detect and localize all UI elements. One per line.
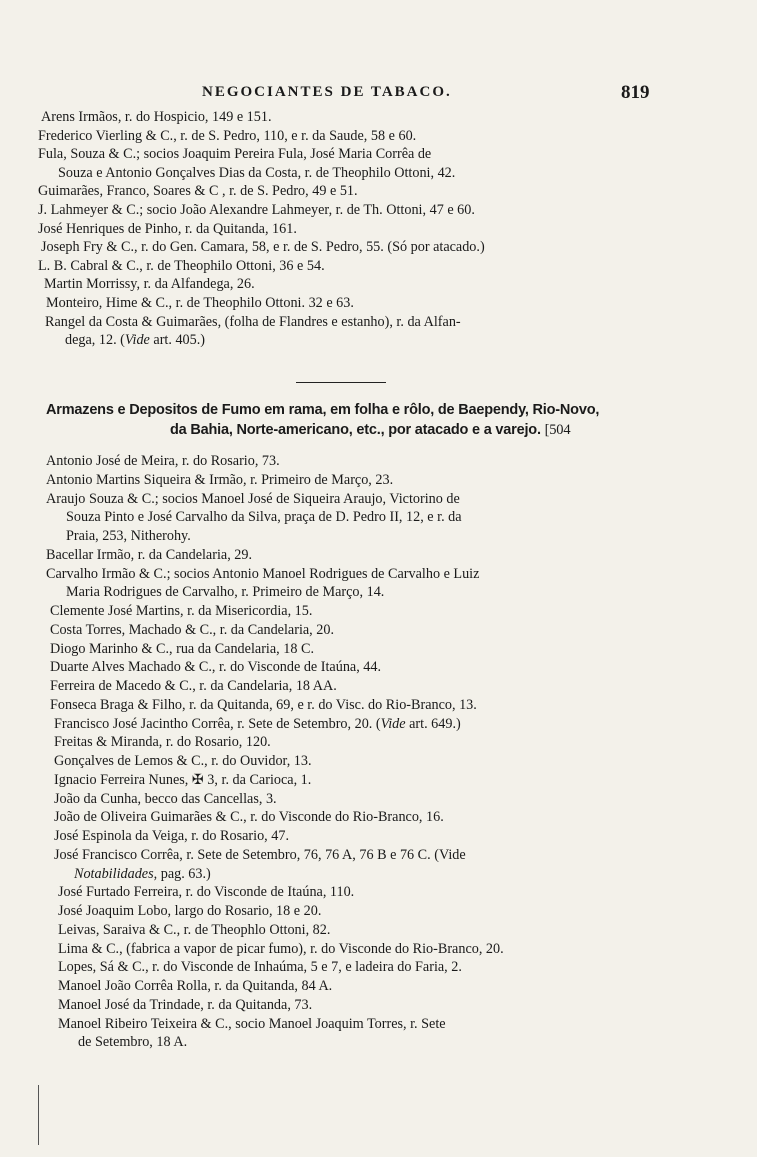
- entry-text: L. B. Cabral & C., r. de Theophilo Ottoni, 36 e 54.: [38, 257, 325, 274]
- list-item: [46, 996, 757, 1015]
- list-item: [46, 565, 757, 603]
- entry-text: José Furtado Ferreira, r. do Visconde de Itaúna, 110.: [58, 884, 355, 901]
- list-item: [38, 257, 757, 276]
- entry-text: Martin Morrissy, r. da Alfandega, 26.: [44, 276, 255, 293]
- vide-italic: Vide: [124, 332, 150, 349]
- list-item: [46, 733, 757, 752]
- entry-text: Antonio José de Meira, r. do Rosario, 73.: [46, 453, 280, 469]
- entry-text: Lopes, Sá & C., r. do Visconde de Inhaúma, 5 e 7, e ladeira do Faria, 2.: [58, 959, 462, 976]
- running-head: NEGOCIANTES DE TABACO.: [202, 84, 452, 100]
- list-item: [46, 621, 757, 640]
- entry-text: Guimarães, Franco, Soares & C , r. de S. Pedro, 49 e 51.: [38, 183, 358, 200]
- page-number: 819: [621, 82, 650, 103]
- section-heading-line2: [46, 420, 726, 440]
- list-item: [46, 715, 757, 734]
- list-item: [38, 145, 757, 182]
- entry-text: Freitas & Miranda, r. do Rosario, 120.: [54, 734, 271, 751]
- section-heading-text: da Bahia, Norte-americano, etc., por atacado e a varejo.: [170, 422, 541, 438]
- entry-text-composite: [54, 715, 757, 734]
- tobacco-merchants-list: [0, 108, 757, 350]
- entry-text: Fula, Souza & C.; socios Joaquim Pereira Fula, José Maria Corrêa de: [38, 146, 432, 163]
- entry-continuation: de Setembro, 18 A.: [78, 1034, 188, 1051]
- entry-text: Lima & C., (fabrica a vapor de picar fumo), r. do Visconde do Rio-Branco, 20.: [58, 940, 504, 957]
- list-item: [46, 771, 757, 790]
- list-item: [38, 238, 757, 257]
- list-item: [46, 958, 757, 977]
- entry-text: Rangel da Costa & Guimarães, (folha de Flandres e estanho), r. da Alfan-: [45, 313, 461, 330]
- list-item: [46, 658, 757, 677]
- entry-text: Manoel João Corrêa Rolla, r. da Quitanda, 84 A.: [58, 978, 333, 994]
- entry-text: Duarte Alves Machado & C., r. do Visconde de Itaúna, 44.: [50, 659, 382, 676]
- list-item: [38, 127, 757, 146]
- list-item: [46, 546, 757, 565]
- list-item: [38, 201, 757, 220]
- entry-continuation: Maria Rodrigues de Carvalho, r. Primeiro de Março, 14.: [66, 584, 385, 601]
- entry-text-part: art. 405.): [149, 332, 206, 349]
- list-item: [38, 182, 757, 201]
- entry-continuation: Souza e Antonio Gonçalves Dias da Costa, r. de Theophilo Ottoni, 42.: [58, 164, 456, 181]
- entry-text: Leivas, Saraiva & C., r. de Theophlo Ottoni, 82.: [58, 921, 331, 938]
- list-item: [46, 696, 757, 715]
- entry-continuation: Souza Pinto e José Carvalho da Silva, praça de D. Pedro II, 12, e r. da: [66, 509, 462, 526]
- list-item: [38, 108, 757, 127]
- entry-text: José Joaquim Lobo, largo do Rosario, 18 e 20.: [58, 903, 322, 919]
- list-item: [46, 902, 757, 921]
- entry-text: Manoel José da Trindade, r. da Quitanda, 73.: [58, 996, 313, 1013]
- list-item: [46, 602, 757, 621]
- entry-text-part: dega, 12. (: [65, 332, 125, 349]
- entry-text-part: art. 649.): [405, 715, 461, 732]
- entry-text: Ignacio Ferreira Nunes, ✠ 3, r. da Carioca, 1.: [54, 771, 312, 788]
- entry-text: Araujo Souza & C.; socios Manoel José de Siqueira Araujo, Victorino de: [46, 490, 460, 507]
- entry-text: Manoel Ribeiro Teixeira & C., socio Manoel Joaquim Torres, r. Sete: [58, 1015, 446, 1032]
- list-item: [46, 1015, 757, 1053]
- notabilidades-italic: Notabilidades: [74, 865, 154, 882]
- section-divider: [296, 382, 386, 383]
- list-item: [38, 313, 757, 350]
- entry-text: Antonio Martins Siqueira & Irmão, r. Primeiro de Março, 23.: [46, 471, 394, 488]
- margin-rule: [38, 1085, 39, 1145]
- entry-text: João da Cunha, becco das Cancellas, 3.: [54, 790, 277, 807]
- list-item: [38, 294, 757, 313]
- list-item: [46, 883, 757, 902]
- list-item: [46, 640, 757, 659]
- entry-text: Joseph Fry & C., r. do Gen. Camara, 58, e r. de S. Pedro, 55. (Só por atacado.): [41, 239, 485, 256]
- entry-text: José Espinola da Veiga, r. do Rosario, 47.: [54, 828, 289, 844]
- entry-text: José Henriques de Pinho, r. da Quitanda, 161.: [38, 220, 297, 237]
- section-reference-number: [504: [544, 422, 571, 438]
- entry-text: Fonseca Braga & Filho, r. da Quitanda, 69, e r. do Visc. do Rio-Branco, 13.: [50, 696, 477, 713]
- vide-italic: Vide: [380, 715, 406, 732]
- list-item: [38, 220, 757, 239]
- page-header: [0, 82, 757, 106]
- list-item: [46, 977, 757, 996]
- list-item: [46, 490, 757, 546]
- entry-continuation: [45, 331, 757, 350]
- list-item: [46, 940, 757, 959]
- list-item: [46, 827, 757, 846]
- section-heading-line1: Armazens e Depositos de Fumo em rama, em folha e rôlo, de Baependy, Rio-Novo,: [46, 402, 600, 418]
- entry-text: Costa Torres, Machado & C., r. da Candelaria, 20.: [50, 621, 335, 638]
- list-item: [46, 846, 757, 884]
- entry-continuation: Praia, 253, Nitherohy.: [66, 528, 191, 544]
- entry-text: Gonçalves de Lemos & C., r. do Ouvidor, 13.: [54, 753, 312, 769]
- entry-text: Diogo Marinho & C., rua da Candelaria, 18 C.: [50, 640, 314, 657]
- entry-text: Clemente José Martins, r. da Misericordia, 15.: [50, 603, 313, 619]
- list-item: [46, 471, 757, 490]
- list-item: [38, 275, 757, 294]
- entry-text: Ferreira de Macedo & C., r. da Candelaria, 18 AA.: [50, 678, 337, 694]
- list-item: [46, 790, 757, 809]
- entry-text: Frederico Vierling & C., r. de S. Pedro, 110, e r. da Saude, 58 e 60.: [38, 127, 417, 144]
- list-item: [46, 752, 757, 771]
- entry-text: José Francisco Corrêa, r. Sete de Setembro, 76, 76 A, 76 B e 76 C. (Vide: [54, 846, 466, 863]
- list-item: [46, 452, 757, 471]
- entry-text: J. Lahmeyer & C.; socio João Alexandre Lahmeyer, r. de Th. Ottoni, 47 e 60.: [38, 201, 475, 218]
- list-item: [46, 808, 757, 827]
- entry-text-part: , pag. 63.): [153, 865, 211, 882]
- warehouses-list: [0, 452, 757, 1052]
- entry-text: Carvalho Irmão & C.; socios Antonio Manoel Rodrigues de Carvalho e Luiz: [46, 565, 480, 582]
- entry-continuation: [54, 865, 757, 884]
- entry-text-part: Francisco José Jacintho Corrêa, r. Sete de Setembro, 20. (: [54, 715, 381, 732]
- list-item: [46, 677, 757, 696]
- entry-text: Bacellar Irmão, r. da Candelaria, 29.: [46, 546, 253, 563]
- entry-text: Arens Irmãos, r. do Hospicio, 149 e 151.: [41, 109, 272, 125]
- list-item: [46, 921, 757, 940]
- entry-text: João de Oliveira Guimarães & C., r. do Visconde do Rio-Branco, 16.: [54, 809, 444, 826]
- section-heading: [46, 400, 726, 440]
- entry-text: Monteiro, Hime & C., r. de Theophilo Ottoni. 32 e 63.: [46, 294, 354, 311]
